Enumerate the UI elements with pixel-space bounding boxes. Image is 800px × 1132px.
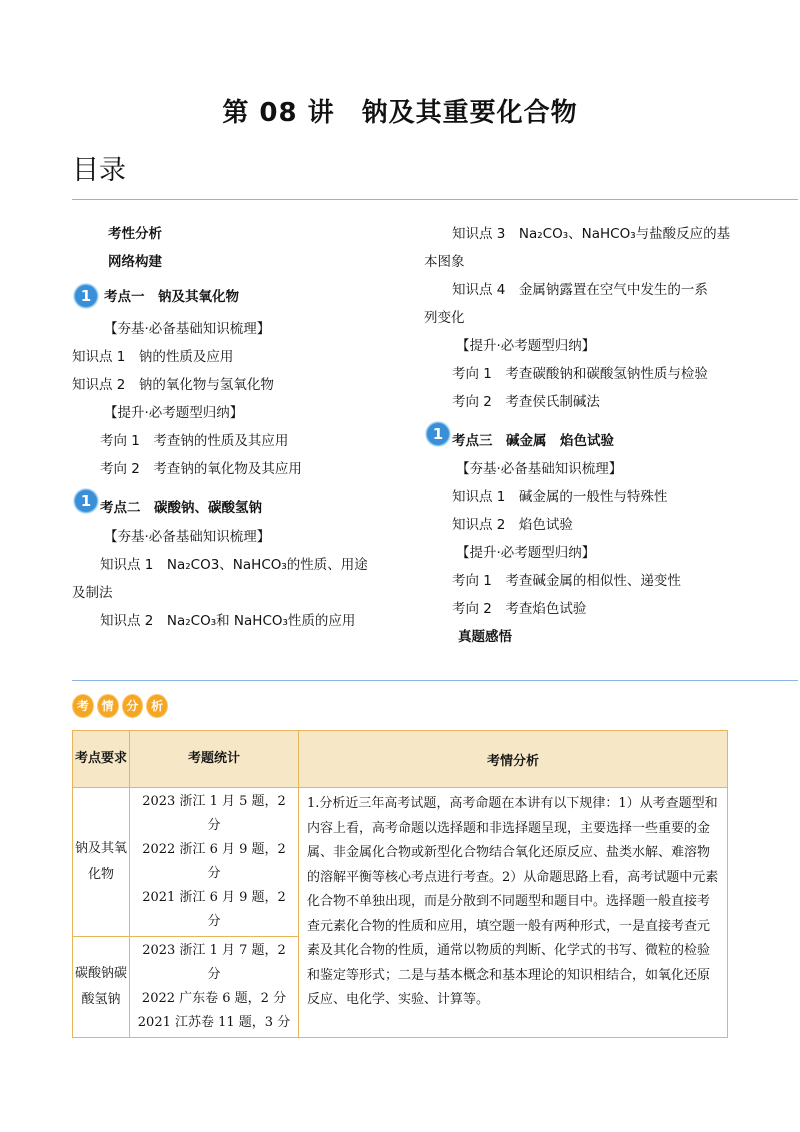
stat-entry: 2023 浙江 1 月 7 题，2 分 [142, 943, 286, 982]
toc-item-kp2-knowledge4[interactable]: 知识点 4 金属钠露置在空气中发生的一系 [452, 282, 708, 298]
toc-item-kp2-knowledge1[interactable]: 知识点 1 Na₂CO3、NaHCO₃的性质、用途 [100, 557, 368, 573]
toc-item-kp1-improve[interactable]: 【提升·必考题型归纳】 [104, 405, 244, 421]
stat-entry: 2023 浙江 1 月 5 题，2 分 [142, 794, 286, 833]
toc-item-kp3-improve[interactable]: 【提升·必考题型归纳】 [456, 545, 596, 561]
toc-item-kp2-knowledge4-cont[interactable]: 列变化 [424, 310, 465, 326]
number-badge-icon: 1 [426, 422, 450, 446]
toc-item-kp3-direction1[interactable]: 考向 1 考查碱金属的相似性、递变性 [452, 573, 681, 589]
table-header-row [73, 731, 728, 788]
number-badge-icon: 1 [74, 489, 98, 513]
toc-bottom-divider [72, 680, 798, 681]
toc-item-kp1-direction2[interactable]: 考向 2 考查钠的氧化物及其应用 [100, 461, 302, 477]
toc-item-kp2-knowledge3[interactable]: 知识点 3 Na₂CO₃、NaHCO₃与盐酸反应的基 [452, 226, 731, 242]
stat-entry: 2022 浙江 6 月 9 题，2 分 [142, 842, 286, 881]
stat-entry: 2022 广东卷 6 题，2 分 [141, 991, 287, 1006]
toc-item-network[interactable]: 网络构建 [108, 254, 162, 270]
section-label-char: 析 [146, 694, 168, 718]
table-row [73, 788, 728, 937]
toc-item-kp3[interactable]: 考点三 碱金属 焰色试验 [452, 433, 614, 449]
toc-item-kp2-basics[interactable]: 【夯基·必备基础知识梳理】 [104, 529, 271, 545]
toc-item-kp2-knowledge1-cont[interactable]: 及制法 [72, 585, 113, 601]
toc-item-kp1-knowledge1[interactable]: 知识点 1 钠的性质及应用 [72, 349, 234, 365]
section-label-char: 考 [72, 694, 94, 718]
stats-cell [130, 788, 299, 937]
toc-item-kp2-knowledge3-cont[interactable]: 本图象 [424, 254, 465, 270]
section-label-char: 分 [122, 694, 144, 718]
toc-item-analysis[interactable]: 考性分析 [108, 226, 162, 242]
header-analysis: 考情分析 [299, 731, 728, 788]
toc-top-divider [72, 199, 798, 200]
page-title: 第 08 讲 钠及其重要化合物 [222, 98, 578, 128]
toc-item-kp3-knowledge1[interactable]: 知识点 1 碱金属的一般性与特殊性 [452, 489, 668, 505]
toc-item-kp2-improve[interactable]: 【提升·必考题型归纳】 [456, 338, 596, 354]
toc-item-kp1-basics[interactable]: 【夯基·必备基础知识梳理】 [104, 321, 271, 337]
toc-heading: 目录 [72, 155, 126, 186]
toc-item-real-exams[interactable]: 真题感悟 [458, 629, 512, 645]
header-topic: 考点要求 [73, 731, 130, 788]
topic-cell: 碳酸钠碳酸氢钠 [73, 937, 130, 1038]
toc-item-kp3-knowledge2[interactable]: 知识点 2 焰色试验 [452, 517, 573, 533]
toc-item-kp1-direction1[interactable]: 考向 1 考查钠的性质及其应用 [100, 433, 289, 449]
stats-cell [130, 937, 299, 1038]
exam-analysis-table [72, 730, 728, 1038]
section-label-char: 情 [97, 694, 119, 718]
toc-item-kp2-knowledge2[interactable]: 知识点 2 Na₂CO₃和 NaHCO₃性质的应用 [100, 613, 356, 629]
section-label-exam-analysis [72, 694, 168, 720]
toc-item-kp1[interactable]: 考点一 钠及其氧化物 [104, 289, 239, 305]
analysis-cell: 1.分析近三年高考试题，高考命题在本讲有以下规律：1）从考查题型和内容上看，高考命题以选择题和非选择题呈现，主要选择一些重要的金属、非金属化合物或新型化合物结合氧化还原反应、盐类水解、难溶物的溶解平衡等核心考点进行考查。2）从命题思路上看，高考试题中元素化合物不单独出现，而是分散到不同题型和题目中。选择题一般直接考查元素化合物的性质和应用，填空题一般有两种形式，一是直接考查元素及其化合物的性质，通常以物质的判断、化学式的书写、微粒的检验和鉴定等形式；二是与基本概念和基本理论的知识相结合，如氧化还原反应、电化学、实验、计算等。 [299, 788, 728, 1038]
toc-item-kp2[interactable]: 考点二 碳酸钠、碳酸氢钠 [100, 500, 262, 516]
stat-entry: 2021 浙江 6 月 9 题，2 分 [142, 890, 286, 929]
toc-item-kp2-direction1[interactable]: 考向 1 考查碳酸钠和碳酸氢钠性质与检验 [452, 366, 708, 382]
stat-entry: 2021 江苏卷 11 题，3 分 [137, 1015, 291, 1030]
toc-item-kp3-direction2[interactable]: 考向 2 考查焰色试验 [452, 601, 587, 617]
toc-item-kp2-direction2[interactable]: 考向 2 考查侯氏制碱法 [452, 394, 600, 410]
header-stats: 考题统计 [130, 731, 299, 788]
toc-item-kp1-knowledge2[interactable]: 知识点 2 钠的氧化物与氢氧化物 [72, 377, 274, 393]
number-badge-icon: 1 [74, 284, 98, 308]
toc-item-kp3-basics[interactable]: 【夯基·必备基础知识梳理】 [456, 461, 623, 477]
topic-cell: 钠及其氧化物 [73, 788, 130, 937]
